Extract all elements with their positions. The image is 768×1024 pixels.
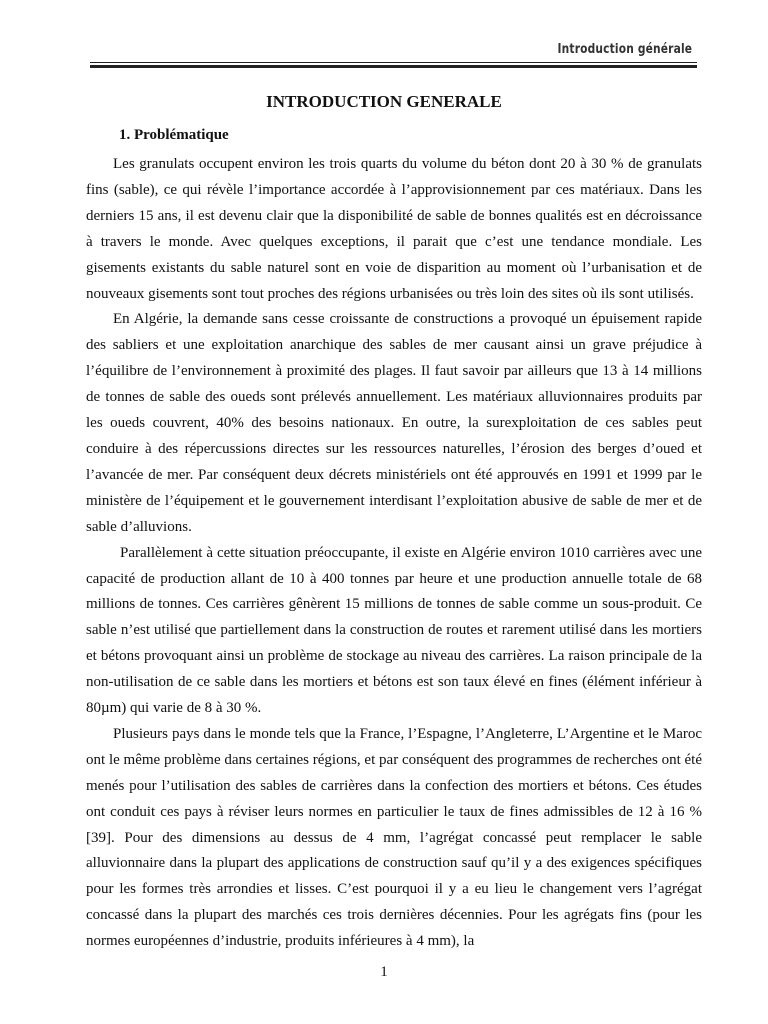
header-rule-thin xyxy=(90,62,697,63)
header-rule-thick xyxy=(90,65,697,68)
paragraph-4: Plusieurs pays dans le monde tels que la France, l’Espagne, l’Angleterre, L’Argentine et le Maroc ont le même problème dans certaines régions, et par conséquent des programmes de recherches ont été menés pour l’utilisation des sables de carrières dans la confection des mortiers et bétons. Ces études ont conduit ces pays à réviser leurs normes en particulier le taux de fines admissibles de 12 à 16 % [39]. Pour des dimensions au dessus de 4 mm, l’agrégat concassé peut remplacer le sable alluvionnaire dans la plupart des applications de construction sauf qu’il y a des exigences spécifiques pour les formes très arrondies et lisses. C’est pourquoi il y a eu lieu le changement vers l’agrégat concassé dans la plupart des marchés ces trois dernières décennies. Pour les agrégats fins (pour les normes européennes d’industrie, produits inférieures à 4 mm), la xyxy=(86,725,702,950)
page-number: 1 xyxy=(380,964,388,980)
paragraph-2: En Algérie, la demande sans cesse croissante de constructions a provoqué un épuisement rapide des sabliers et une exploitation anarchique des sables de mer causant ainsi un grave préjudice à l’équilibre de l’environnement à proximité des plages. Il faut savoir par ailleurs que 13 à 14 millions de tonnes de sable des oueds sont prélevés annuellement. Les matériaux alluvionnaires produits par les oueds couvrent, 40% des besoins nationaux. En outre, la surexploitation de ces sables peut conduire à des répercussions directes sur les ressources naturelles, l’érosion des berges d’oued et l’avancée de mer. Par conséquent deux décrets ministériels ont été approuvés en 1991 et 1999 par le ministère de l’équipement et le gouvernement interdisant l’exploitation abusive de sable de mer et de sable d’alluvions. xyxy=(86,311,702,535)
section-heading: 1. Problématique xyxy=(119,127,229,143)
document-title: INTRODUCTION GENERALE xyxy=(266,92,502,111)
running-header: Introduction générale xyxy=(557,42,692,57)
paragraph-1: Les granulats occupent environ les trois quarts du volume du béton dont 20 à 30 % de granulats fins (sable), ce qui révèle l’importance accordée à l’approvisionnement par ces matériaux. Dans les derniers 15 ans, il est devenu clair que la disponibilité de sable de bonnes qualités est en décroissance à travers le monde. Avec quelques exceptions, il parait que c’est une tendance mondiale. Les gisements existants du sable naturel sont en voie de disparition au moment où l’urbanisation et de nouveaux gisements sont tout proches des régions urbanisées ou très loin des sites où ils sont utilisés. xyxy=(86,156,702,302)
body-text xyxy=(86,152,702,955)
paragraph-3: Parallèlement à cette situation préoccupante, il existe en Algérie environ 1010 carrières avec une capacité de production allant de 10 à 400 tonnes par heure et une production annuelle totale de 68 millions de tonnes. Ces carrières gênèrent 15 millions de tonnes de sable comme un sous-produit. Ce sable n’est utilisé que partiellement dans la construction de routes et rarement utilisé dans les mortiers et bétons provoquant ainsi un problème de stockage au niveau des carrières. La raison principale de la non-utilisation de ce sable dans les mortiers et bétons est son taux élevé en fines (élément inférieur à 80µm) qui varie de 8 à 30 %. xyxy=(86,544,702,717)
